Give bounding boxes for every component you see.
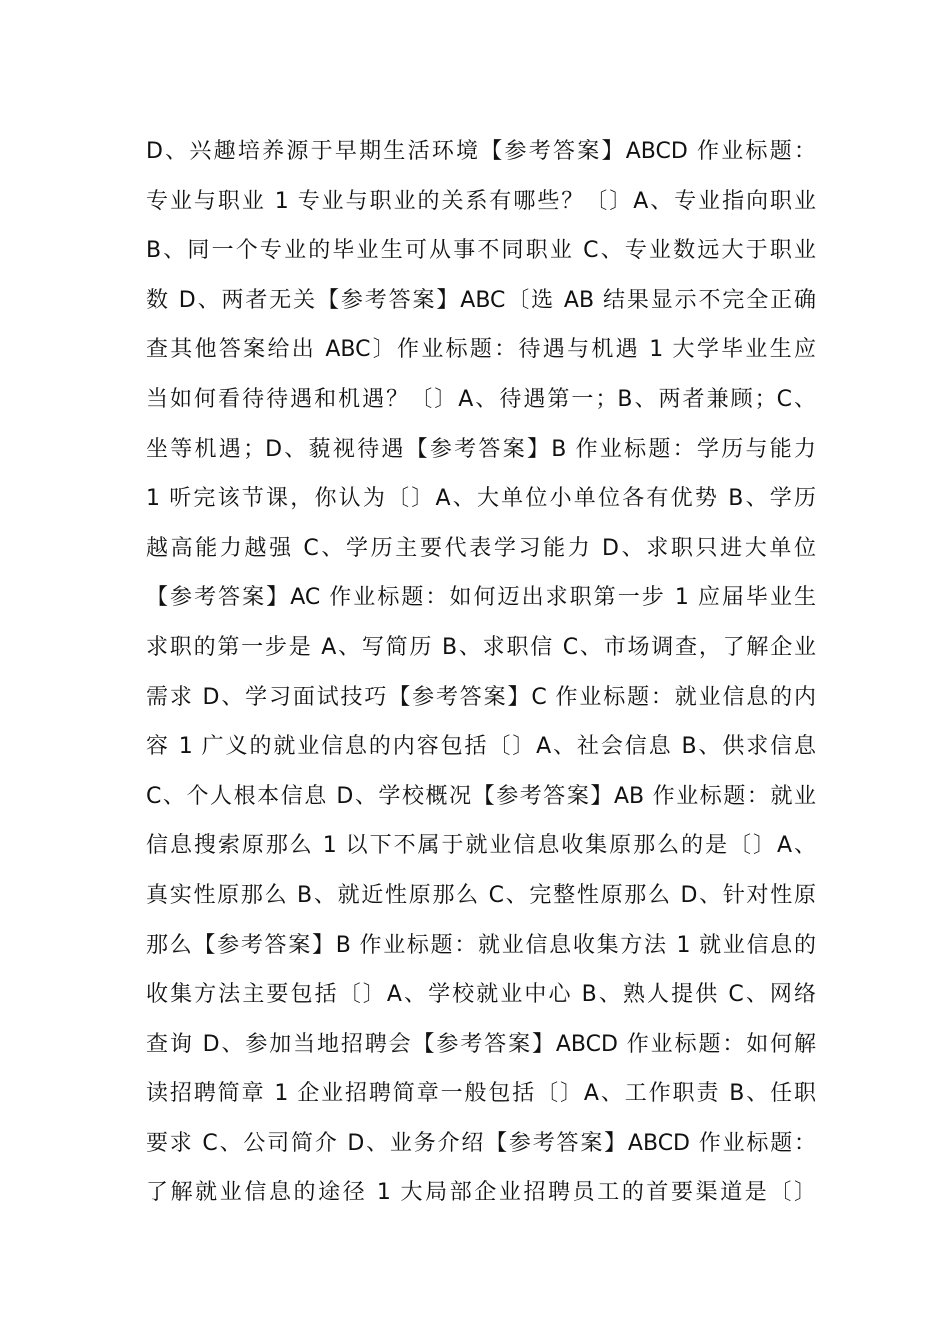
text-line: B、同一个专业的毕业生可从事不同职业 C、专业数远大于职业 — [146, 238, 816, 264]
text-line: 那么【参考答案】B 作业标题：就业信息收集方法 1 就业信息的 — [146, 932, 816, 958]
text-line: 需求 D、学习面试技巧【参考答案】C 作业标题：就业信息的内 — [146, 684, 816, 710]
text-line: 求职的第一步是 A、写简历 B、求职信 C、市场调查，了解企业 — [146, 634, 816, 660]
text-line: 查其他答案给出 ABC〕作业标题：待遇与机遇 1 大学毕业生应 — [146, 337, 816, 363]
text-line: C、个人根本信息 D、学校概况【参考答案】AB 作业标题：就业 — [146, 783, 816, 809]
text-line: 信息搜索原那么 1 以下不属于就业信息收集原那么的是〔〕A、 — [146, 833, 816, 859]
text-line: 数 D、两者无关【参考答案】ABC〔选 AB 结果显示不完全正确 — [146, 287, 816, 313]
text-line: 真实性原那么 B、就近性原那么 C、完整性原那么 D、针对性原 — [146, 882, 816, 908]
text-line: 坐等机遇；D、藐视待遇【参考答案】B 作业标题：学历与能力 — [146, 436, 816, 462]
text-line: 了解就业信息的途径 1 大局部企业招聘员工的首要渠道是〔〕 — [146, 1180, 816, 1206]
text-line: 专业与职业 1 专业与职业的关系有哪些？〔〕A、专业指向职业 — [146, 188, 816, 214]
text-line: 收集方法主要包括〔〕A、学校就业中心 B、熟人提供 C、网络 — [146, 982, 816, 1008]
text-line: D、兴趣培养源于早期生活环境【参考答案】ABCD 作业标题： — [146, 139, 816, 164]
text-line: 1 听完该节课，你认为〔〕A、大单位小单位各有优势 B、学历 — [146, 486, 816, 512]
text-line: 查询 D、参加当地招聘会【参考答案】ABCD 作业标题：如何解 — [146, 1031, 816, 1057]
body-text — [146, 127, 816, 1218]
text-line: 当如何看待待遇和机遇？〔〕A、待遇第一；B、两者兼顾；C、 — [146, 386, 816, 412]
text-line: 读招聘简章 1 企业招聘简章一般包括〔〕A、工作职责 B、任职 — [146, 1081, 816, 1107]
text-line: 要求 C、公司简介 D、业务介绍【参考答案】ABCD 作业标题： — [146, 1130, 816, 1156]
text-line: 【参考答案】AC 作业标题：如何迈出求职第一步 1 应届毕业生 — [146, 585, 816, 611]
text-line: 越高能力越强 C、学历主要代表学习能力 D、求职只进大单位 — [146, 535, 816, 561]
text-line: 容 1 广义的就业信息的内容包括〔〕A、社会信息 B、供求信息 — [146, 734, 816, 760]
